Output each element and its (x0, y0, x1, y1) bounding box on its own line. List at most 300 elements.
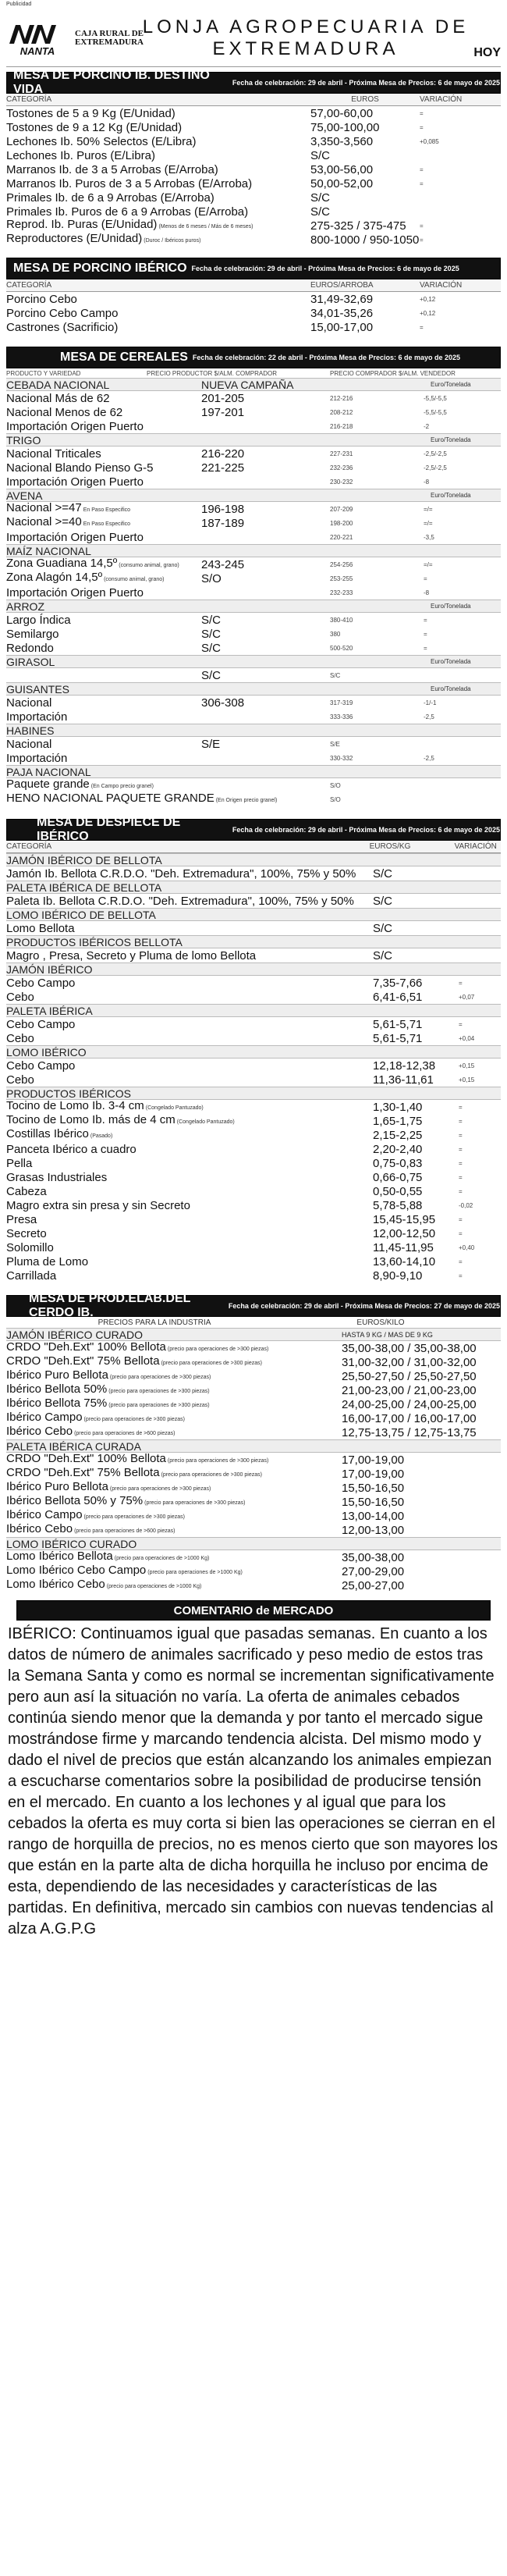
table-row (6, 1128, 501, 1142)
row-category (6, 867, 373, 881)
table-row (6, 737, 501, 751)
group-header (6, 908, 501, 921)
table-row (6, 475, 501, 489)
row-variation: = (459, 1117, 463, 1125)
row-product (6, 792, 278, 807)
hoy-logo: HOY (473, 46, 501, 59)
category-label: Primales Ib. Puros de 6 a 9 Arrobas (E/Arroba) (6, 205, 249, 219)
row-variation: = (420, 222, 424, 229)
svg-text:NANTA: NANTA (20, 44, 55, 57)
row-variation: -8 (424, 478, 430, 486)
row-category (6, 321, 310, 334)
row-price: 17,00-19,00 (342, 1453, 405, 1467)
category-label: Ibérico Cebo (6, 1522, 73, 1535)
category-label: Tocino de Lomo Ib. más de 4 cm (6, 1113, 176, 1126)
row-category (6, 1143, 373, 1156)
group-header (6, 724, 501, 737)
row-category (6, 949, 373, 962)
category-note: (precio para operaciones de >1000 Kg) (106, 1584, 202, 1589)
row-variation: -2 (424, 422, 430, 430)
product-label: Nacional >=47 (6, 501, 82, 514)
table-row (6, 1564, 501, 1578)
category-label: Reprod. Ib. Puras (E/Unidad) (6, 218, 158, 231)
group-header (6, 1439, 501, 1453)
row-category (6, 1241, 373, 1254)
category-label: Tostones de 5 a 9 Kg (E/Unidad) (6, 106, 176, 120)
row-variation: -1/-1 (424, 699, 437, 706)
row-variation: = (424, 616, 427, 624)
row-price: 11,36-11,61 (373, 1073, 434, 1087)
category-note: (precio para operaciones de >300 piezas) (161, 1361, 262, 1366)
row-category (6, 205, 310, 219)
category-note: (precio para operaciones de >300 piezas) (161, 1472, 262, 1478)
comentario-text: IBÉRICO: Continuamos igual que pasadas semanas. En cuanto a los datos de número de animales sacrificado y peso medio de estos tras la Semana Santa y como es normal se incrementan significativamente pero aun así la situación no varía. La oferta de animales cebados continúa siendo menor que la demanda y por tanto el mercado sigue mostrándose firme y marcando tendencia alcista. Del mismo modo y dado el nivel de precios que están alcanzando los animales empiezan a escucharse comentarios sobre la posibilidad de producirse tensión en el mercado. En cuanto a los lechones y al igual que para los cebados la oferta es muy corta si bien las operaciones se cierran en el rango de horquilla de precios, no es menos cierto que son mayores los que están en la parte alta de dicha horquilla he incluso por encima de esta, dependiendo de las necesidades y características de las partidas. En definitiva, mercado sin cambios con nuevas tendencias al alza A.G.P.G (8, 1625, 498, 1937)
row-variation: +0,07 (459, 993, 475, 1001)
category-note: (precio para operaciones de >300 piezas) (108, 1403, 210, 1408)
group-header (6, 600, 501, 613)
category-label: Cebo Campo (6, 976, 76, 990)
row-price-buyer: 317-319 (330, 699, 353, 706)
row-variation: = (420, 236, 424, 244)
row-category (6, 977, 373, 990)
row-price: 12,00-13,00 (342, 1523, 405, 1537)
caja-rural-logo (72, 25, 142, 52)
row-price: S/C (310, 190, 331, 205)
row-category (6, 1199, 373, 1212)
row-variation: -8 (424, 589, 430, 596)
group-unit: Euro/Tonelada (431, 492, 471, 499)
row-variation: =/= (424, 505, 433, 513)
row-variation: +0,15 (459, 1062, 475, 1069)
row-variation: = (459, 1020, 463, 1028)
col-category: PRECIOS PARA LA INDUSTRIA (98, 1318, 211, 1327)
row-price: 8,90-9,10 (373, 1268, 423, 1283)
group-header (6, 655, 501, 668)
group-name: JAMÓN IBÉRICO DE BELLOTA (6, 853, 162, 866)
table-row (6, 1495, 501, 1509)
title-line-1: LONJA AGROPECUARIA DE (142, 16, 470, 37)
row-product (6, 710, 201, 724)
row-price-buyer: S/E (330, 740, 340, 748)
row-product (6, 777, 201, 793)
row-price-producer: S/C (201, 627, 222, 641)
row-price: 3,350-3,560 (310, 134, 374, 148)
table-row (6, 148, 501, 162)
row-variation: = (459, 1215, 463, 1223)
category-note: (precio para operaciones de >300 piezas) (167, 1347, 269, 1352)
row-product (6, 515, 201, 531)
row-variation: -2,5 (424, 754, 434, 762)
group-campaign: NUEVA CAMPAÑA (201, 378, 294, 391)
row-price: 13,60-14,10 (373, 1254, 436, 1268)
table-row (6, 233, 501, 247)
column-headers (6, 94, 501, 106)
group-name: GIRASOL (6, 655, 55, 668)
row-price: 16,00-17,00 / 16,00-17,00 (342, 1411, 477, 1425)
product-label: Zona Alagón 14,5º (6, 571, 103, 584)
table-row (6, 1198, 501, 1212)
group-name: LOMO IBÉRICO DE BELLOTA (6, 908, 156, 921)
row-price-producer: S/O (201, 571, 222, 585)
row-price: 50,00-52,00 (310, 176, 374, 190)
row-price-producer: S/C (201, 641, 222, 655)
row-category (6, 1269, 373, 1283)
row-price: 21,00-23,00 / 21,00-23,00 (342, 1383, 477, 1397)
product-label: Nacional Menos de 62 (6, 405, 123, 419)
group-name: PRODUCTOS IBÉRICOS BELLOTA (6, 935, 183, 948)
row-price: 27,00-29,00 (342, 1564, 405, 1578)
row-price: 1,30-1,40 (373, 1100, 423, 1114)
section-subtitle: Fecha de celebración: 29 de abril - Próxima Mesa de Precios: 6 de mayo de 2025 (232, 826, 500, 834)
table-row (6, 419, 501, 433)
row-product (6, 738, 201, 751)
row-category (6, 1494, 342, 1510)
row-category (6, 922, 373, 935)
category-note: (precio para operaciones de >600 piezas) (74, 1431, 176, 1436)
table-row (6, 205, 501, 219)
category-label: Pluma de Lomo (6, 1254, 89, 1268)
group-header (6, 433, 501, 447)
row-category (6, 191, 310, 205)
category-label: Lomo Ibérico Bellota (6, 1550, 113, 1563)
row-price: 7,35-7,66 (373, 976, 423, 990)
row-variation: -3,5 (424, 533, 434, 541)
table-row (6, 1156, 501, 1170)
group-name: PRODUCTOS IBÉRICOS (6, 1087, 131, 1100)
table-row (6, 948, 501, 962)
category-label: Ibérico Campo (6, 1508, 83, 1521)
row-price: 12,00-12,50 (373, 1226, 436, 1240)
row-price: 2,20-2,40 (373, 1142, 423, 1156)
group-header (6, 1004, 501, 1017)
row-category (6, 1113, 373, 1129)
category-label: Ibérico Puro Bellota (6, 1368, 108, 1382)
row-variation: = (420, 323, 424, 331)
row-category (6, 1452, 342, 1468)
row-category (6, 1354, 342, 1370)
row-price: 5,78-5,88 (373, 1198, 423, 1212)
product-label: Nacional Triticales (6, 447, 101, 461)
row-price-producer: 306-308 (201, 696, 245, 710)
row-category (6, 149, 310, 162)
table-row (6, 1212, 501, 1226)
row-product (6, 501, 201, 517)
product-label: Importación Origen Puerto (6, 419, 144, 433)
product-label: Importación Origen Puerto (6, 475, 144, 489)
row-product (6, 531, 201, 544)
row-price: 35,00-38,00 / 35,00-38,00 (342, 1341, 477, 1355)
row-price: 5,61-5,71 (373, 1017, 423, 1031)
row-category (6, 1425, 342, 1440)
group-name: PAJA NACIONAL (6, 765, 91, 778)
product-label: Importación Origen Puerto (6, 585, 144, 600)
group-unit: Euro/Tonelada (431, 685, 471, 692)
row-price-buyer: 380 (330, 630, 341, 638)
row-price-producer: S/C (201, 668, 222, 682)
table-row (6, 1031, 501, 1045)
row-price-buyer: 216-218 (330, 422, 353, 430)
row-price-buyer: S/O (330, 781, 341, 789)
group-unit: Euro/Tonelada (431, 436, 471, 443)
row-category (6, 163, 310, 176)
table-row (6, 894, 501, 908)
row-product (6, 586, 201, 600)
table-row (6, 1226, 501, 1240)
category-note: (precio para operaciones de >300 piezas) (83, 1514, 185, 1520)
category-label: Grasas Industriales (6, 1170, 108, 1184)
row-product (6, 475, 201, 489)
row-product (6, 628, 201, 641)
row-category (6, 1032, 373, 1045)
table-row (6, 306, 501, 320)
table-row (6, 1411, 501, 1425)
row-variation: = (424, 644, 427, 652)
group-header (6, 378, 501, 391)
category-label: Marranos Ib. de 3 a 5 Arrobas (E/Arroba) (6, 162, 218, 176)
category-label: Costillas Ibérico (6, 1127, 89, 1140)
row-variation: -5,5/-5,5 (424, 408, 447, 416)
cereales-groups (6, 378, 501, 806)
row-price: S/C (373, 894, 393, 908)
row-category (6, 1127, 373, 1143)
table-row (6, 1017, 501, 1031)
section-header (6, 816, 501, 843)
table-row (6, 921, 501, 935)
row-price-producer: 243-245 (201, 557, 245, 571)
row-category (6, 1171, 373, 1184)
category-note: (precio para operaciones de >1000 Kg) (147, 1570, 243, 1575)
row-category (6, 1480, 342, 1496)
row-price: S/C (310, 148, 331, 162)
row-price: 1,65-1,75 (373, 1114, 423, 1128)
despiece-section (6, 816, 501, 1283)
table-row (6, 1481, 501, 1495)
row-variation: -0,02 (459, 1201, 473, 1209)
group-name: PALETA IBÉRICA CURADA (6, 1439, 141, 1453)
row-price-producer: 196-198 (201, 502, 245, 516)
group-name: PALETA IBÉRICA (6, 1004, 93, 1017)
table-row (6, 1425, 501, 1439)
category-label: Tocino de Lomo Ib. 3-4 cm (6, 1099, 144, 1112)
product-note: (En Origen precio granel) (215, 798, 278, 803)
row-variation: +0,40 (459, 1244, 475, 1251)
category-note: (precio para operaciones de >300 piezas) (144, 1500, 246, 1506)
category-label: Cebo Campo (6, 1017, 76, 1031)
category-note: (Menos de 6 meses / Más de 6 meses) (158, 224, 254, 229)
row-category (6, 135, 310, 148)
row-price: S/C (310, 205, 331, 219)
table-row (6, 106, 501, 120)
table-row (6, 1254, 501, 1268)
category-label: Solomillo (6, 1240, 54, 1254)
col-euros: EUROS (351, 95, 379, 104)
column-headers (6, 841, 501, 853)
row-product (6, 461, 201, 475)
group-unit: HASTA 9 KG / MAS DE 9 KG (342, 1330, 433, 1339)
section-header (6, 258, 501, 279)
section-subtitle: Fecha de celebración: 29 de abril - Próxima Mesa de Precios: 6 de mayo de 2025 (191, 265, 459, 272)
porcino-section (6, 69, 501, 247)
row-price: 275-325 / 375-475 (310, 219, 406, 233)
row-price-producer: 201-205 (201, 391, 245, 405)
row-category (6, 1213, 373, 1226)
group-header (6, 962, 501, 976)
group-header (6, 1537, 501, 1550)
row-price: 12,75-13,75 / 12,75-13,75 (342, 1425, 477, 1439)
table-row (6, 585, 501, 600)
product-label: Importación (6, 751, 68, 765)
table-row (6, 1170, 501, 1184)
section-header (6, 69, 501, 96)
category-note: (Pasado) (90, 1133, 113, 1139)
row-price: 17,00-19,00 (342, 1467, 405, 1481)
group-name: CEBADA NACIONAL (6, 378, 110, 391)
group-header (6, 1328, 501, 1341)
row-variation: = (420, 180, 424, 187)
row-price-buyer: 330-332 (330, 754, 353, 762)
row-price: 53,00-56,00 (310, 162, 374, 176)
section-subtitle: Fecha de celebración: 22 de abril - Próxima Mesa de Precios: 6 de mayo de 2025 (192, 354, 461, 361)
category-note: (precio para operaciones de >1000 Kg) (114, 1556, 210, 1561)
row-category (6, 107, 310, 120)
section-title: MESA DE PROD.ELAB.DEL CERDO IB. (29, 1292, 191, 1319)
row-price: 0,66-0,75 (373, 1170, 423, 1184)
row-price-producer: 187-189 (201, 516, 245, 530)
row-price: 75,00-100,00 (310, 120, 380, 134)
group-name: LOMO IBÉRICO (6, 1045, 87, 1059)
col-euros: EUROS/KG (369, 842, 411, 851)
section-title: MESA DE CEREALES (60, 350, 188, 364)
row-variation: = (424, 575, 427, 582)
group-header (6, 853, 501, 866)
row-category (6, 991, 373, 1004)
col-category: CATEGORÍA (6, 95, 52, 104)
category-label: Ibérico Campo (6, 1411, 83, 1424)
group-unit: Euro/Tonelada (431, 603, 471, 610)
table-row (6, 502, 501, 516)
row-category (6, 1508, 342, 1524)
cereales-section (6, 347, 501, 806)
row-price: 15,50-16,50 (342, 1481, 405, 1495)
table-row (6, 990, 501, 1004)
table-row (6, 320, 501, 334)
table-row (6, 1142, 501, 1156)
group-name: MAÍZ NACIONAL (6, 544, 91, 557)
row-price-buyer: 500-520 (330, 644, 353, 652)
table-row (6, 176, 501, 190)
table-row (6, 162, 501, 176)
product-label: Semilargo (6, 627, 59, 641)
table-row (6, 1453, 501, 1467)
row-price: 11,45-11,95 (373, 1240, 434, 1254)
category-label: Paleta Ib. Bellota C.R.D.O. "Deh. Extremadura", 100%, 75% y 50% (6, 894, 354, 908)
group-header (6, 935, 501, 948)
table-row (6, 866, 501, 881)
table-row (6, 1341, 501, 1355)
product-label: Paquete grande (6, 777, 90, 791)
table-row (6, 1240, 501, 1254)
group-name: HABINES (6, 724, 55, 737)
category-label: Cebo (6, 1073, 34, 1087)
table-row (6, 134, 501, 148)
row-price-buyer: 207-209 (330, 505, 353, 513)
porcino-iberico-rows (6, 292, 501, 334)
row-price-producer: S/E (201, 737, 221, 751)
product-note: En Paso Especifico (83, 507, 131, 513)
row-price-buyer: 232-236 (330, 464, 353, 471)
table-row (6, 1059, 501, 1073)
category-label: Primales Ib. de 6 a 9 Arrobas (E/Arroba) (6, 190, 214, 205)
row-price: 15,45-15,95 (373, 1212, 436, 1226)
row-product (6, 752, 201, 765)
row-price: 31,00-32,00 / 31,00-32,00 (342, 1355, 477, 1369)
row-price: S/C (373, 921, 393, 935)
col-variation: VARIACIÓN (420, 281, 463, 290)
row-price-buyer: 254-256 (330, 560, 353, 568)
table-row (6, 405, 501, 419)
product-label: Nacional Más de 62 (6, 391, 110, 405)
table-row (6, 751, 501, 765)
row-category (6, 1564, 342, 1579)
row-price: S/C (373, 948, 393, 962)
elaborados-section (6, 1292, 501, 1592)
row-price-buyer: 220-221 (330, 533, 353, 541)
table-row (6, 557, 501, 571)
table-row (6, 1397, 501, 1411)
category-label: Ibérico Bellota 50% (6, 1382, 108, 1396)
product-note: (consumo animal, grano) (104, 577, 165, 582)
row-category (6, 1073, 373, 1087)
row-price-producer: 221-225 (201, 461, 245, 475)
section-title: MESA DE PORCINO IBÉRICO (13, 262, 187, 275)
category-label: Porcino Cebo (6, 292, 77, 306)
category-label: Lechones Ib. Puros (E/Libra) (6, 148, 155, 162)
category-note: (Congelado Pantuzado) (176, 1119, 235, 1125)
column-headers (6, 1317, 501, 1328)
product-label: Nacional >=40 (6, 515, 82, 528)
row-variation: = (459, 1187, 463, 1195)
table-row (6, 1355, 501, 1369)
table-row (6, 1383, 501, 1397)
category-label: Lomo Ibérico Cebo (6, 1578, 105, 1591)
group-header (6, 765, 501, 778)
row-variation: +0,04 (459, 1034, 475, 1042)
row-product (6, 406, 201, 419)
col-category: CATEGORÍA (6, 842, 52, 851)
group-header (6, 544, 501, 557)
row-product (6, 696, 201, 710)
category-note: (Congelado Pantuzado) (145, 1105, 204, 1111)
group-name: GUISANTES (6, 682, 69, 696)
row-price-buyer: 253-255 (330, 575, 353, 582)
row-price: S/C (373, 866, 393, 881)
section-subtitle: Fecha de celebración: 29 de abril - Próxima Mesa de Precios: 6 de mayo de 2025 (232, 79, 500, 87)
table-row (6, 1509, 501, 1523)
group-name: JAMÓN IBÉRICO (6, 962, 93, 976)
group-name: JAMÓN IBÉRICO CURADO (6, 1328, 144, 1341)
despiece-groups (6, 853, 501, 1283)
row-variation: = (420, 123, 424, 131)
row-variation: +0,12 (420, 295, 436, 303)
category-label: Ibérico Cebo (6, 1425, 73, 1438)
group-name: AVENA (6, 489, 43, 502)
category-note: (precio para operaciones de >600 piezas) (74, 1528, 176, 1534)
group-header (6, 1045, 501, 1059)
table-row (6, 1114, 501, 1128)
category-label: Ibérico Bellota 50% y 75% (6, 1494, 144, 1507)
row-category (6, 895, 373, 908)
row-price: 6,41-6,51 (373, 990, 423, 1004)
